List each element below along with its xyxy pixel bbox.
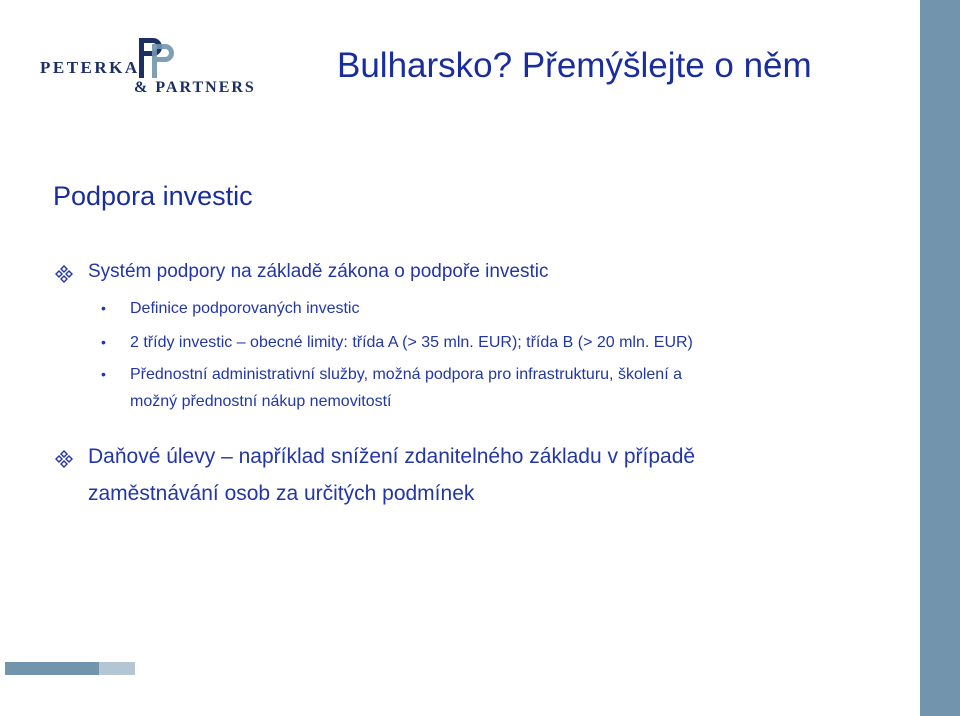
- right-accent-bar: [920, 0, 960, 716]
- diamond-bullet-icon: [55, 265, 73, 283]
- pp-monogram-icon: [136, 36, 176, 80]
- bullet-dot-icon: •: [101, 334, 106, 350]
- section-heading: Podpora investic: [53, 181, 253, 211]
- sub-bullet-1: Definice podporovaných investic: [130, 300, 360, 317]
- bullet-dot-icon: •: [101, 366, 106, 382]
- company-logo: [40, 36, 270, 98]
- logo-partners: & PARTNERS: [134, 79, 256, 96]
- sub-bullet-3-line2: možný přednostní nákup nemovitostí: [130, 393, 392, 410]
- footer-accent-dark: [5, 662, 99, 675]
- bullet-main-1: Systém podpory na základě zákona o podpoře investic: [88, 261, 549, 282]
- bullet-main-2-line1: Daňové úlevy – například snížení zdanitelného základu v případě: [88, 445, 696, 468]
- footer-accent-light: [99, 662, 135, 675]
- bullet-dot-icon: •: [101, 300, 106, 316]
- logo-name: PETERKA: [40, 58, 140, 77]
- page-title: Bulharsko? Přemýšlejte o něm: [337, 46, 812, 85]
- bullet-main-2-line2: zaměstnávání osob za určitých podmínek: [88, 482, 475, 505]
- sub-bullet-2: 2 třídy investic – obecné limity: třída A (> 35 mln. EUR); třída B (> 20 mln. EUR): [130, 334, 693, 351]
- sub-bullet-3-line1: Přednostní administrativní služby, možná podpora pro infrastrukturu, školení a: [130, 366, 682, 383]
- diamond-bullet-icon: [55, 450, 73, 468]
